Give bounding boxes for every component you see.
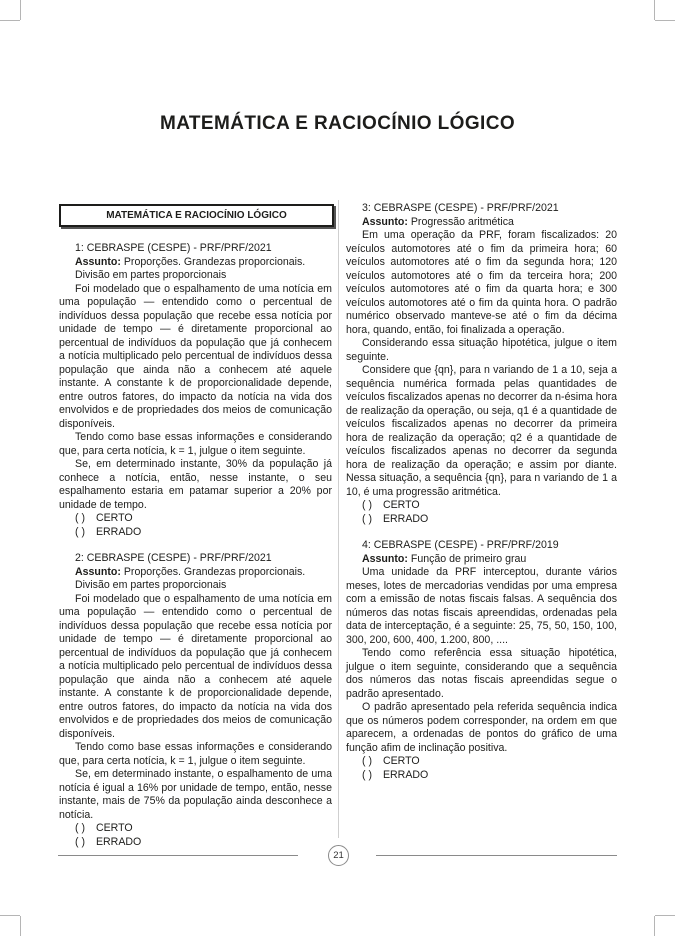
option-certo[interactable] xyxy=(346,499,617,513)
crop-mark xyxy=(20,0,21,20)
crop-mark xyxy=(0,20,20,21)
right-column xyxy=(346,202,617,795)
question-paragraph: Uma unidade da PRF interceptou, durante vários meses, lotes de mercadorias vendidas por uma empresa com a emissão de notas fiscais falsas. A sequência dos números das notas fiscais apreendidas, ordenadas pela data de interceptação, é a seguinte: 25, 75, 50, 150, 100, 300, 200, 600, 400, 1.200, 800, .... xyxy=(346,566,617,646)
checkbox[interactable]: ( ) xyxy=(75,822,85,834)
question-paragraph: Tendo como base essas informações e considerando que, para certa notícia, k = 1, julgue o item seguinte. xyxy=(59,431,332,457)
question-subject xyxy=(346,553,617,567)
checkbox[interactable]: ( ) xyxy=(362,755,372,767)
option-certo[interactable] xyxy=(59,822,332,836)
option-label: ERRADO xyxy=(95,835,142,848)
option-certo[interactable] xyxy=(59,512,332,526)
subject-text: Função de primeiro grau xyxy=(410,552,527,565)
question-paragraph: Se, em determinado instante, 30% da população já conhece a notícia, então, nesse instante, o seu espalhamento estaria em patamar superior a 20% por unidade de tempo. xyxy=(59,458,332,511)
subject-text: Proporções. Grandezas proporcionais. Divisão em partes proporcionais xyxy=(75,255,306,281)
question-paragraph: Foi modelado que o espalhamento de uma notícia em uma população — entendido como o percentual de indivíduos dessa população que recebe essa notícia por unidade de tempo — é diretamente proporcional ao percentual de indivíduos da população que já conhecem a notícia multiplicado pelo percentual de indivíduos dessa população que ainda não a conhecem até aquele instante. A constante k de proporcionalidade depende, entre outros fatores, do impacto da notícia na vida dos envolvidos e de propriedades dos meios de comunicação disponíveis. xyxy=(59,282,332,430)
subject-text: Progressão aritmética xyxy=(410,215,514,228)
page-title: MATEMÁTICA E RACIOCÍNIO LÓGICO xyxy=(159,113,516,134)
option-errado[interactable] xyxy=(59,836,332,850)
crop-mark xyxy=(654,0,655,20)
option-label: CERTO xyxy=(95,822,133,834)
question-header: 1: CEBRASPE (CESPE) - PRF/PRF/2021 xyxy=(75,242,272,254)
checkbox[interactable]: ( ) xyxy=(362,512,372,525)
option-label: ERRADO xyxy=(382,512,429,525)
checkbox[interactable]: ( ) xyxy=(362,499,372,511)
option-errado[interactable] xyxy=(346,513,617,527)
question-paragraph: Considerando essa situação hipotética, julgue o item seguinte. xyxy=(346,337,617,363)
subject-label: Assunto: xyxy=(75,255,121,268)
option-label: CERTO xyxy=(382,499,420,511)
option-label: CERTO xyxy=(95,512,133,524)
checkbox[interactable]: ( ) xyxy=(362,768,372,781)
question-paragraph: Foi modelado que o espalhamento de uma notícia em uma população — entendido como o percentual de indivíduos dessa população que recebe essa notícia por unidade de tempo — é diretamente proporcional ao percentual de indivíduos da população que já conhecem a notícia multiplicado pelo percentual de indivíduos dessa população que ainda não a conhecem até aquele instante. A constante k de proporcionalidade depende, entre outros fatores, do impacto da notícia na vida dos envolvidos e de propriedades dos meios de comunicação disponíveis. xyxy=(59,592,332,740)
crop-mark xyxy=(20,916,21,936)
left-column xyxy=(59,204,332,862)
checkbox[interactable]: ( ) xyxy=(75,835,85,848)
crop-mark xyxy=(0,915,20,916)
question-header: 3: CEBRASPE (CESPE) - PRF/PRF/2021 xyxy=(362,202,559,214)
question-4 xyxy=(346,539,617,782)
question-subject xyxy=(346,216,617,230)
question-header: 4: CEBRASPE (CESPE) - PRF/PRF/2019 xyxy=(362,539,559,551)
checkbox[interactable]: ( ) xyxy=(75,525,85,538)
crop-mark xyxy=(655,915,675,916)
question-2 xyxy=(59,552,332,849)
question-header: 2: CEBRASPE (CESPE) - PRF/PRF/2021 xyxy=(75,552,272,564)
question-subject xyxy=(59,566,332,593)
option-errado[interactable] xyxy=(59,526,332,540)
section-heading: MATEMÁTICA E RACIOCÍNIO LÓGICO xyxy=(59,204,334,227)
subject-label: Assunto: xyxy=(362,215,408,228)
column-divider xyxy=(338,200,339,838)
question-paragraph: Se, em determinado instante, o espalhamento de uma notícia é igual a 16% por unidade de tempo, então, nesse instante, mais de 75% da população ainda desconhece a notícia. xyxy=(59,768,332,821)
footer-rule-left xyxy=(58,855,298,856)
crop-mark xyxy=(654,916,655,936)
option-label: ERRADO xyxy=(382,768,429,781)
option-errado[interactable] xyxy=(346,769,617,783)
question-paragraph: Considere que {qn}, para n variando de 1 a 10, seja a sequência numérica formada pelas quantidades de veículos fiscalizados apenas no decorrer da n-ésima hora de realização da operação, ou seja, q1 é a quantidade de veículos fiscalizados apenas no decorrer da primeira hora de realização da operação; q2 é a quantidade de veículos fiscalizados apenas no decorrer da segunda hora de realização da operação; e assim por diante. Nessa situação, a sequência {qn}, para n variando de 1 a 10, é uma progressão aritmética. xyxy=(346,364,617,498)
crop-mark xyxy=(655,20,675,21)
question-paragraph: Tendo como base essas informações e considerando que, para certa notícia, k = 1, julgue o item seguinte. xyxy=(59,741,332,767)
option-certo[interactable] xyxy=(346,755,617,769)
question-paragraph: Em uma operação da PRF, foram fiscalizados: 20 veículos automotores até o fim da primeira hora; 60 veículos automotores até o fim da segunda hora; 120 veículos automotores até o fim da terceira hora; 200 veículos automotores até o fim da quarta hora; e 300 veículos automotores até o fim da quinta hora. O padrão numérico observado manteve-se até o fim da décima hora, quando, então, foi finalizada a operação. xyxy=(346,229,617,336)
question-paragraph: O padrão apresentado pela referida sequência indica que os números podem corresponder, na ordem em que aparecem, a ordenadas de pontos do gráfico de uma função afim de inclinação positiva. xyxy=(346,701,617,754)
question-subject xyxy=(59,256,332,283)
question-paragraph: Tendo como referência essa situação hipotética, julgue o item seguinte, considerando que a sequência dos números das notas fiscais apreendidas segue o padrão apresentado. xyxy=(346,647,617,700)
page-number: 21 xyxy=(328,845,349,866)
subject-label: Assunto: xyxy=(75,565,121,578)
option-label: ERRADO xyxy=(95,525,142,538)
footer-rule-right xyxy=(376,855,617,856)
question-1 xyxy=(59,242,332,539)
question-3 xyxy=(346,202,617,526)
checkbox[interactable]: ( ) xyxy=(75,512,85,524)
subject-text: Proporções. Grandezas proporcionais. Divisão em partes proporcionais xyxy=(75,565,306,591)
option-label: CERTO xyxy=(382,755,420,767)
subject-label: Assunto: xyxy=(362,552,408,565)
